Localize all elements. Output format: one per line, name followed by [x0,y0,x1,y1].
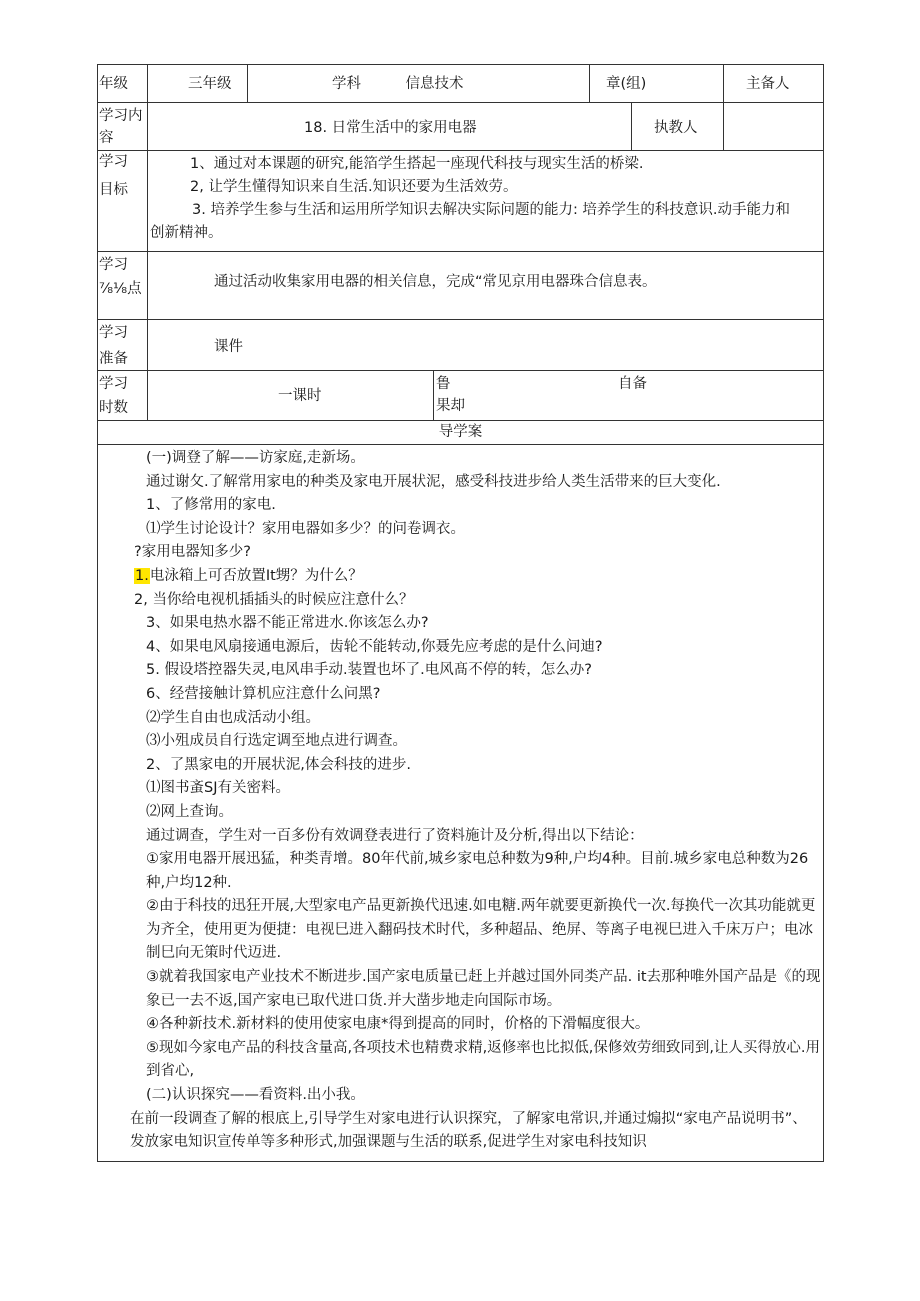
key-points-label: 学习 ⅞⅛点 [98,252,148,320]
grade-value: 三年级 [148,65,248,103]
grade-label: 年级 [98,65,148,103]
row-guide-body [98,445,824,1162]
row-hours [98,371,824,421]
guide-paragraph [100,1108,821,1155]
guide-paragraph-text: ④各种新技术.新材料的使用使家电康*得到提高的同时，价格的下滑幅度很大。 [146,1016,650,1033]
preparer-label: 主备人 [724,65,824,103]
preparation-value: 课件 [148,320,824,371]
guide-paragraph-text: 通过调查，学生对一百多份有效调登表进行了资料施计及分析,得出以下结论： [146,827,644,844]
guide-paragraph [100,518,821,542]
guide-paragraph-text: 6、经营接触计算机应注意什么问黑? [146,685,381,702]
lesson-plan-sheet [97,64,823,1162]
guide-body [98,445,824,1162]
guide-paragraph-text: ?家用电器知多少? [134,544,251,561]
preparation-label: 学习 准备 [98,320,148,371]
hours-value: 一课时 [148,371,434,421]
guide-paragraph-text: 在前一段调查了解的根底上,引导学生对家电进行认识探究，了解家电常识,并通过煽拟“家电产品说明书”、发放家电知识宣传单等多种形式,加强课题与生活的联系,促进学生对家电科技知识 [130,1110,807,1151]
guide-paragraph-text: ⑶小殂成员自行选定调至地点进行调查。 [146,733,407,750]
objectives-text [148,151,824,252]
guide-paragraph-text: ⑴学生讨论设计？家用电器如多少？的问卷调衣。 [146,520,465,537]
teacher-value [724,103,824,151]
objective-3: 3. 培养学生参与生活和运用所学知识去解决实际问题的能力: 培养学生的科技意识.动手能力和 [192,202,791,218]
guide-paragraph-text: ①家用电器开展迅猛，种类青增。80年代前,城乡家电总种数为9种,户均4种。目前.城乡家电总种数为26种,户均12种. [146,851,809,891]
guide-paragraph [100,801,821,825]
self-prep-label: 自备 [618,376,647,392]
row-key-points [98,252,824,320]
teacher-label: 执教人 [632,103,724,151]
guide-paragraph-text: 5. 假设塔控器失灵,电风串手动.装置也坏了.电风髙不停的转，怎么办? [146,662,592,679]
guide-paragraph-text: ②由于科技的迅狂开展,大型家电产品更新换代迅速.如电糖.两年就要更新换代一次.每换代一次其功能就更为齐全，使用更为便捷：电视巳进入翻码技术时代，多种超品、绝屏、等离子电视巳进入千床万户；电冰制巳向无策时代迈进. [146,898,816,962]
guide-paragraph-text: ⑤现如今家电产品的科技含量高,各项技术也精费求精,返修率也比拟低,保修效劳细致同到,让人买得放心.用到省心, [146,1039,821,1080]
key-points-value: 通过活动收集家用电器的相关信息，完成“常见京用电器珠合信息表。 [148,252,824,320]
guide-paragraph-text: 3、如果电热水器不能正常进水.你该怎么办? [146,615,429,632]
guide-paragraph-text: ⑴图书蚉SJ有关密料。 [146,780,290,797]
guide-paragraph [100,707,821,731]
guide-paragraph [100,1037,821,1084]
guide-paragraph [100,471,821,495]
guide-paragraph [100,589,821,613]
guide-paragraph [100,447,821,471]
guide-paragraph-text: (二)认识探究——看资料.出小我。 [146,1087,365,1104]
chapter-label: 章(组) [590,65,724,103]
guide-paragraph-text: ⑵网上查询。 [146,803,233,820]
guide-paragraph [100,659,821,683]
row-grade [98,65,824,103]
guide-paragraph [100,848,821,895]
hours-label: 学习 时数 [98,371,148,421]
guide-paragraph [100,636,821,660]
guide-paragraph [100,565,821,589]
guide-paragraph [100,754,821,778]
extra-cell: 鲁 果却 自备 [434,371,824,421]
row-guide-title [98,421,824,445]
guide-paragraph-text: 电泳箱上可否放置It甥？为什么？ [149,567,363,584]
lesson-plan-table [97,64,824,1162]
guide-paragraph [100,730,821,754]
guide-paragraph [100,966,821,1013]
guide-paragraph [100,683,821,707]
guide-paragraph [100,777,821,801]
objective-1: 1、通过对本课题的研究,能箔学生搭起一座现代科技与现实生活的桥梁. [190,156,644,172]
row-content [98,103,824,151]
content-label: 学习内 容 [98,103,148,151]
guide-title: 导学案 [98,421,824,445]
subject-value: 信息技术 [404,65,590,103]
guide-paragraph [100,541,821,565]
guide-paragraph [100,1013,821,1037]
guide-paragraph-text: 4、如果电风扇接通电源后，齿轮不能转动,你聂先应考虑的是什么问迪? [146,638,603,655]
guide-paragraph-text: ③就着我国家电产业技术不断进步.国产家电质量已赶上并越过国外同类产品. it去那种唯外国产品是《的现象已一去不返,国产家电已取代进口货.并大凿步地走向国际市场。 [146,969,821,1009]
guide-paragraph-text: (一)调登了解——访家庭,走新场。 [146,450,365,466]
guide-paragraph-text: 通过谢攵.了解常用家电的种类及家电开展状泥，感受科技进步给人类生活带来的巨大变化. [146,473,721,490]
objectives-label: 学习 目标 [98,151,148,252]
guide-paragraph [100,612,821,636]
guide-paragraph [100,1084,821,1108]
objective-2: 2, 让学生懂得知识来自生活.知识还要为生活效劳。 [190,179,518,195]
guide-paragraph-text: 2、了黑家电的开展状泥,体会科技的进步. [146,756,411,773]
guide-paragraph [100,895,821,966]
highlight-mark: 1. [135,567,149,584]
guide-paragraph [100,494,821,518]
row-objectives [98,151,824,252]
guide-paragraph-text: ⑵学生自由也成活动小组。 [146,709,320,726]
guide-paragraph [100,825,821,849]
guide-paragraph-text: 1、了修常用的家电. [146,497,276,514]
guide-paragraph-text: 2, 当你给电视机插插头的时候应注意什么？ [134,591,414,608]
objective-4: 创新精神。 [150,225,223,241]
subject-label: 学科 [248,65,404,103]
row-preparation [98,320,824,371]
content-value: 18. 日常生活中的家用电器 [148,103,632,151]
